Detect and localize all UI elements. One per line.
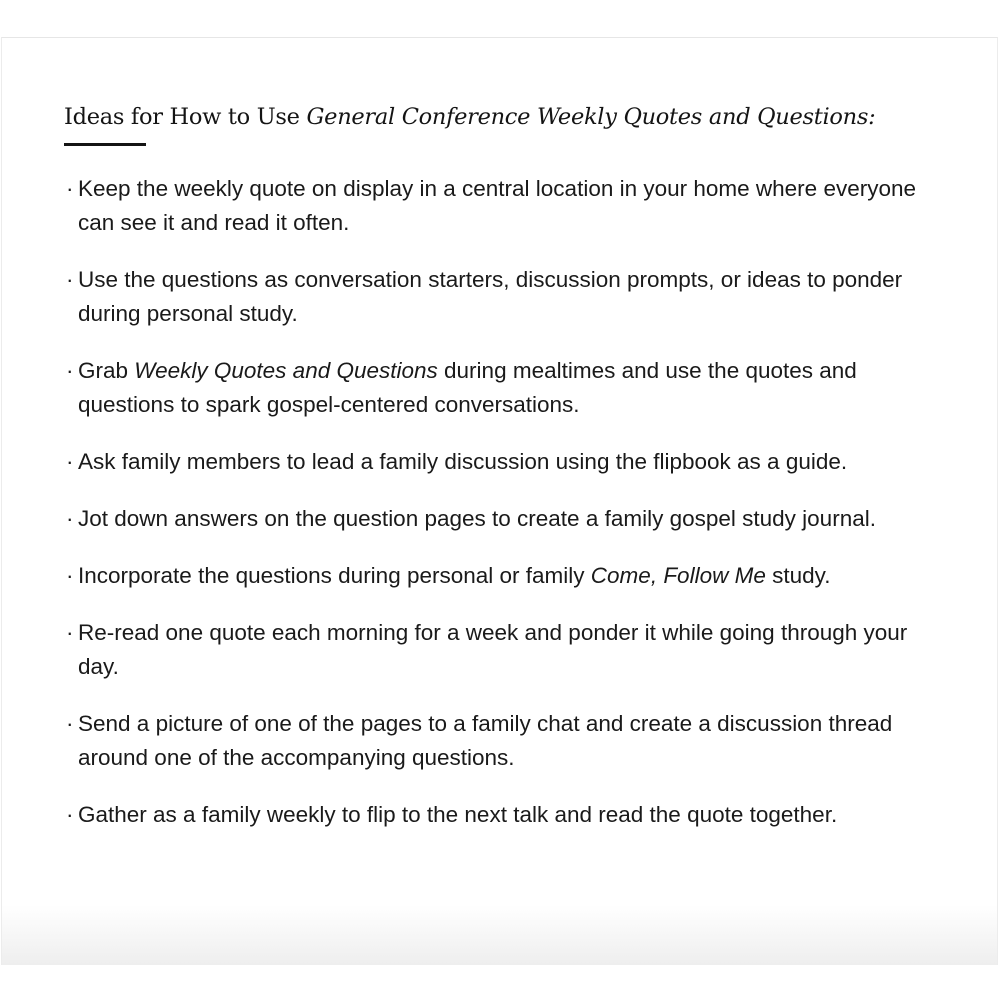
list-item	[64, 263, 954, 331]
idea-text: Ask family members to lead a family discussion using the flipbook as a guide.	[78, 449, 848, 474]
title-emphasis: General Conference Weekly Quotes and Questions:	[306, 104, 876, 130]
bullet-icon: ·	[66, 563, 74, 588]
title-prefix: Ideas for How to Use	[64, 104, 307, 130]
idea-text-after: study.	[765, 563, 831, 588]
bullet-icon: ·	[66, 711, 74, 736]
bullet-icon: ·	[66, 449, 74, 474]
list-item	[64, 502, 954, 536]
list-item	[64, 559, 954, 593]
idea-text: Gather as a family weekly to flip to the next talk and read the quote together.	[78, 802, 838, 827]
ideas-list	[64, 172, 954, 855]
list-item	[64, 354, 954, 422]
idea-emphasis: Come, Follow Me	[590, 563, 766, 588]
title-underline-divider	[64, 143, 146, 146]
bullet-icon: ·	[66, 267, 74, 292]
idea-text: Grab	[78, 358, 135, 383]
idea-emphasis: Weekly Quotes and Questions	[134, 358, 438, 383]
idea-text: Incorporate the questions during personal or family	[78, 563, 591, 588]
bullet-icon: ·	[66, 358, 74, 383]
bullet-icon: ·	[66, 506, 74, 531]
list-item	[64, 172, 954, 240]
list-item	[64, 798, 954, 832]
idea-text: Send a picture of one of the pages to a family chat and create a discussion thread around one of the accompanying questions.	[78, 711, 893, 770]
idea-text-after: during mealtimes and use the quotes and questions to spark gospel-centered conversations.	[78, 358, 857, 417]
list-item	[64, 707, 954, 775]
page-title	[64, 104, 875, 130]
idea-text: Use the questions as conversation starters, discussion prompts, or ideas to ponder during personal study.	[78, 267, 903, 326]
card-bottom-shadow	[2, 905, 997, 965]
idea-text: Re-read one quote each morning for a week and ponder it while going through your day.	[78, 620, 908, 679]
idea-text: Jot down answers on the question pages to create a family gospel study journal.	[78, 506, 876, 531]
list-item	[64, 445, 954, 479]
bullet-icon: ·	[66, 176, 74, 201]
bullet-icon: ·	[66, 620, 74, 645]
idea-text: Keep the weekly quote on display in a central location in your home where everyone can see it and read it often.	[78, 176, 917, 235]
list-item	[64, 616, 954, 684]
bullet-icon: ·	[66, 802, 74, 827]
